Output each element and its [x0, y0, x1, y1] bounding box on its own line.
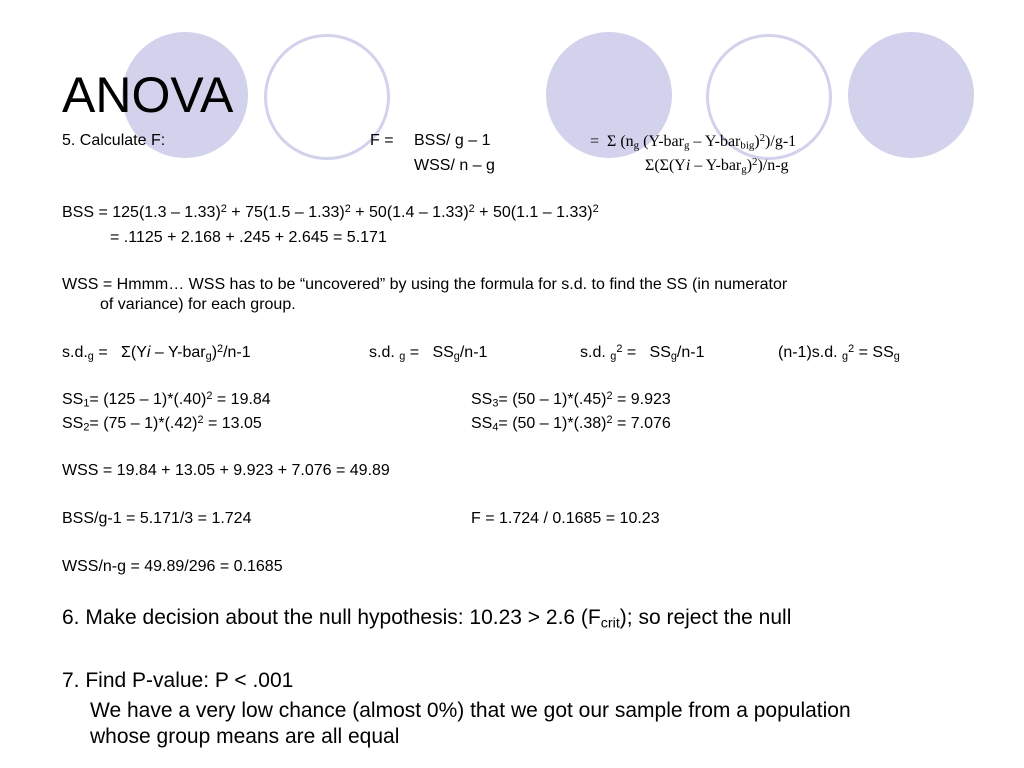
ss3-line: $SS_3= (50 - 1)*(.45)^2 = 9.923$: [471, 390, 671, 410]
f-numerator: BSS/ g – 1: [414, 132, 491, 149]
denominator-formula: Σ(Σ(Yi – Y-bar$_g$)$^2$)/n-g: [645, 156, 789, 176]
wss-sum: WSS = 19.84 + 13.05 + 9.923 + 7.076 = 49.89: [62, 462, 390, 479]
sd-formula-d: (n-1)s.d. $_g^2 = SS_g$: [778, 343, 900, 363]
f-value: F = 1.724 / 0.1685 = 10.23: [471, 510, 660, 527]
sd-formula-b: s.d. $_g$ = $SS_g/n-1$: [369, 344, 488, 363]
decor-circle-5: [848, 32, 974, 158]
bss-formula: BSS = 125(1.3 – 1.33)$^2$ + 75(1.5 – 1.33)$^2$ + 50(1.4 – 1.33)$^2$ + 50(1.1 – 1.33)$^2$: [62, 203, 599, 221]
ss4-line: $SS_4= (50 - 1)*(.38)^2 = 7.076$: [471, 414, 671, 434]
ss1-line: $SS_1= (125 - 1)*(.40)^2 = 19.84$: [62, 390, 271, 410]
numerator-formula: = Σ ($n_g$ (Y-bar$_g$ – Y-bar$_{big}$)$^2$)/g-1: [590, 132, 797, 152]
step6-decision: 6. Make decision about the null hypothesis: 10.23 > 2.6 $(F_{crit})$; so reject the null: [62, 606, 792, 632]
step7-explanation: We have a very low chance (almost 0%) that we got our sample from a population whose group means are all equal: [90, 699, 851, 748]
step7-pvalue: 7. Find P-value: P < .001: [62, 669, 294, 692]
bss-result: = .1125 + 2.168 + .245 + 2.645 = 5.171: [110, 229, 387, 246]
wss-ratio: WSS/n-g = 49.89/296 = 0.1685: [62, 558, 283, 575]
sd-formula-a: $s.d._g$ = Σ(Yi – Y-bar$_g$)$^2$/n-1: [62, 343, 251, 363]
slide-title: ANOVA: [62, 67, 234, 123]
f-equals: F =: [370, 132, 394, 149]
bss-ratio: BSS/g-1 = 5.171/3 = 1.724: [62, 510, 252, 527]
wss-intro-line1: WSS = Hmmm… WSS has to be “uncovered” by using the formula for s.d. to find the SS (in numerator: [62, 276, 788, 293]
ss2-line: $SS_2= (75 - 1)*(.42)^2 = 13.05$: [62, 414, 262, 434]
f-denominator: WSS/ n – g: [414, 157, 495, 174]
wss-intro-line2: of variance) for each group.: [100, 296, 296, 313]
sd-formula-c: s.d. $_g^2$ = $SS_g/n-1$: [580, 343, 705, 363]
step5-label: 5. Calculate F:: [62, 132, 166, 149]
